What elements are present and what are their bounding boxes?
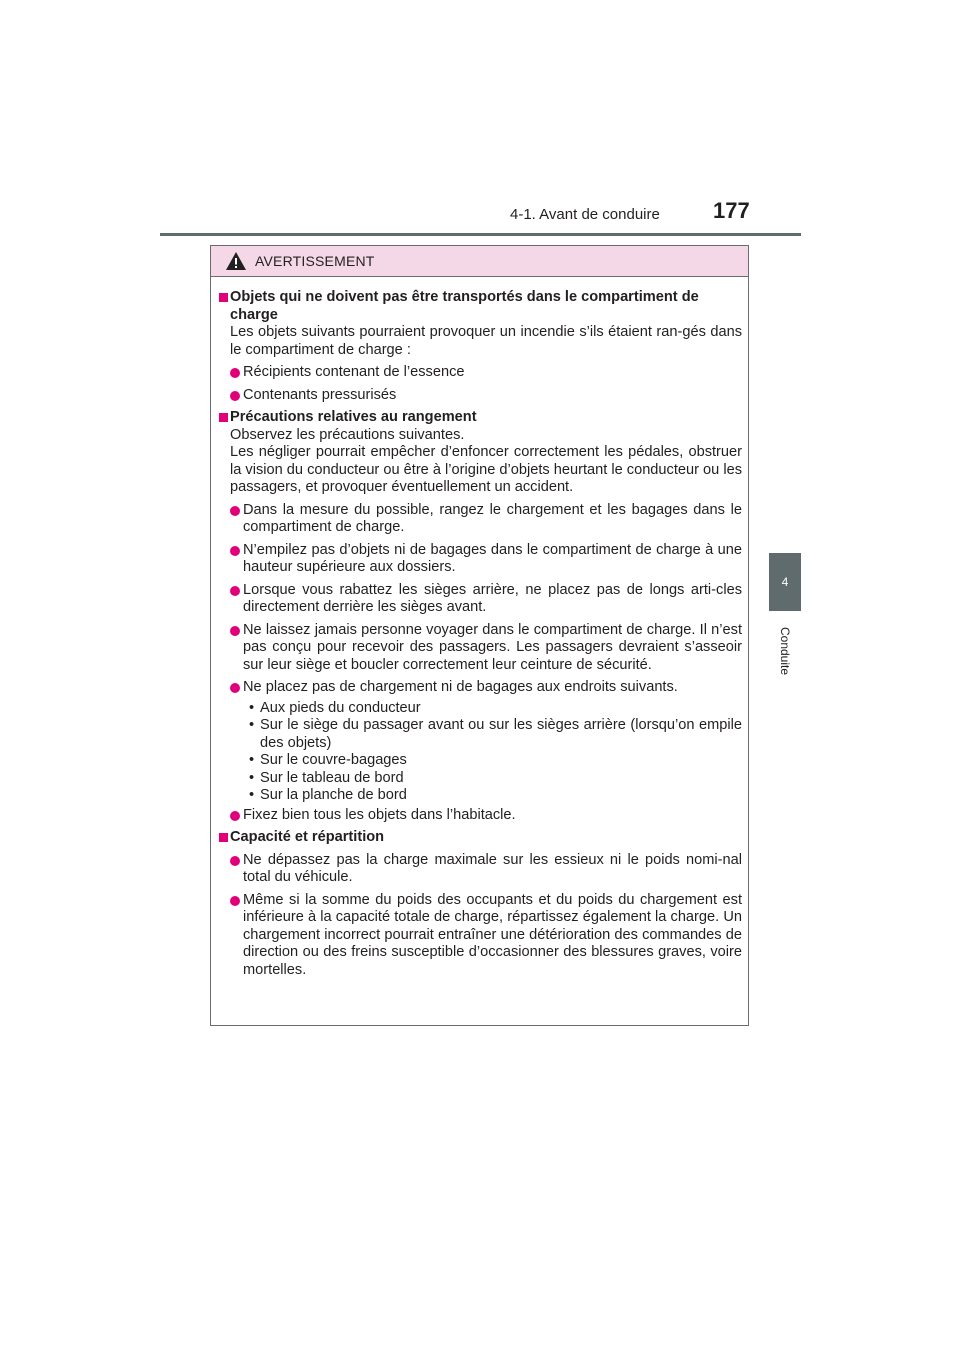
warning-body [211,277,748,979]
paragraph: Les négliger pourrait empêcher d’enfoncer correctement les pédales, obstruer la vision du conducteur ou être à l’origine d’objets heurtant le conducteur ou les passagers, et provoquer éventuellement un accident. [230,444,742,495]
paragraph: Observez les précautions suivantes. [230,426,465,443]
round-bullet-icon [230,626,240,636]
chapter-tab-label [769,614,801,688]
square-bullet-icon [219,413,228,422]
sub-list [219,700,742,805]
square-bullet-icon [219,293,228,302]
sub-list-item: • Sur le siège du passager avant ou sur les sièges arrière (lorsqu’on empile des objets) [249,717,742,751]
round-bullet-icon [230,683,240,693]
header-divider [160,233,801,236]
warning-triangle-icon [225,251,247,271]
page-number: 177 [713,198,750,223]
round-bullet-icon [230,896,240,906]
round-bullet-icon [230,391,240,401]
sub-list-item: • Sur le couvre-bagages [249,752,407,768]
round-bullet-icon [230,811,240,821]
sub-list-item: • Aux pieds du conducteur [249,699,421,716]
sub-list-item: • Sur le tableau de bord [249,769,404,786]
warning-box [210,245,749,1026]
warning-title: AVERTISSEMENT [255,253,375,269]
round-bullet-icon [230,368,240,378]
list-item: Récipients contenant de l’essence [219,364,742,382]
list-item: Ne dépassez pas la charge maximale sur les essieux ni le poids nomi-nal total du véhicule. [219,852,742,887]
square-bullet-icon [219,833,228,842]
list-item: Lorsque vous rabattez les sièges arrière, ne placez pas de longs arti-cles directement derrière les sièges avant. [219,582,742,617]
list-item: Ne placez pas de chargement ni de bagages aux endroits suivants. [219,679,742,697]
section-heading: Capacité et répartition [219,829,742,847]
list-item: Même si la somme du poids des occupants et du poids du chargement est inférieure à la capacité totale de charge, répartissez également la charge. Un chargement incorrect pourrait entraîner une détérioration des commandes de direction ou des freins susceptible d’occasionner des blessures graves, voire mortelles. [219,892,742,980]
list-item: Ne laissez jamais personne voyager dans le compartiment de charge. Il n’est pas conçu pour recevoir des passagers. Les passagers devraient s’asseoir sur leur siège et boucler correctement leur ceinture de sécurité. [219,622,742,675]
list-item: Dans la mesure du possible, rangez le chargement et les bagages dans le compartiment de charge. [219,502,742,537]
chapter-tab-number: 4 [769,553,801,611]
round-bullet-icon [230,856,240,866]
list-item: N’empilez pas d’objets ni de bagages dans le compartiment de charge à une hauteur supérieure aux dossiers. [219,542,742,577]
list-item: Contenants pressurisés [219,387,742,405]
warning-header [211,246,748,277]
list-item: Fixez bien tous les objets dans l’habitacle. [219,807,742,825]
round-bullet-icon [230,546,240,556]
round-bullet-icon [230,586,240,596]
section-heading: Précautions relatives au rangement [219,409,742,427]
round-bullet-icon [230,506,240,516]
sub-list-item: • Sur la planche de bord [249,787,407,803]
section-heading: Objets qui ne doivent pas être transportés dans le compartiment de charge [219,289,742,324]
paragraph: Les objets suivants pourraient provoquer un incendie s’ils étaient ran-gés dans le compartiment de charge : [230,324,742,358]
chapter-tab-text: Conduite [778,626,792,676]
section-title: 4-1. Avant de conduire [510,206,660,223]
